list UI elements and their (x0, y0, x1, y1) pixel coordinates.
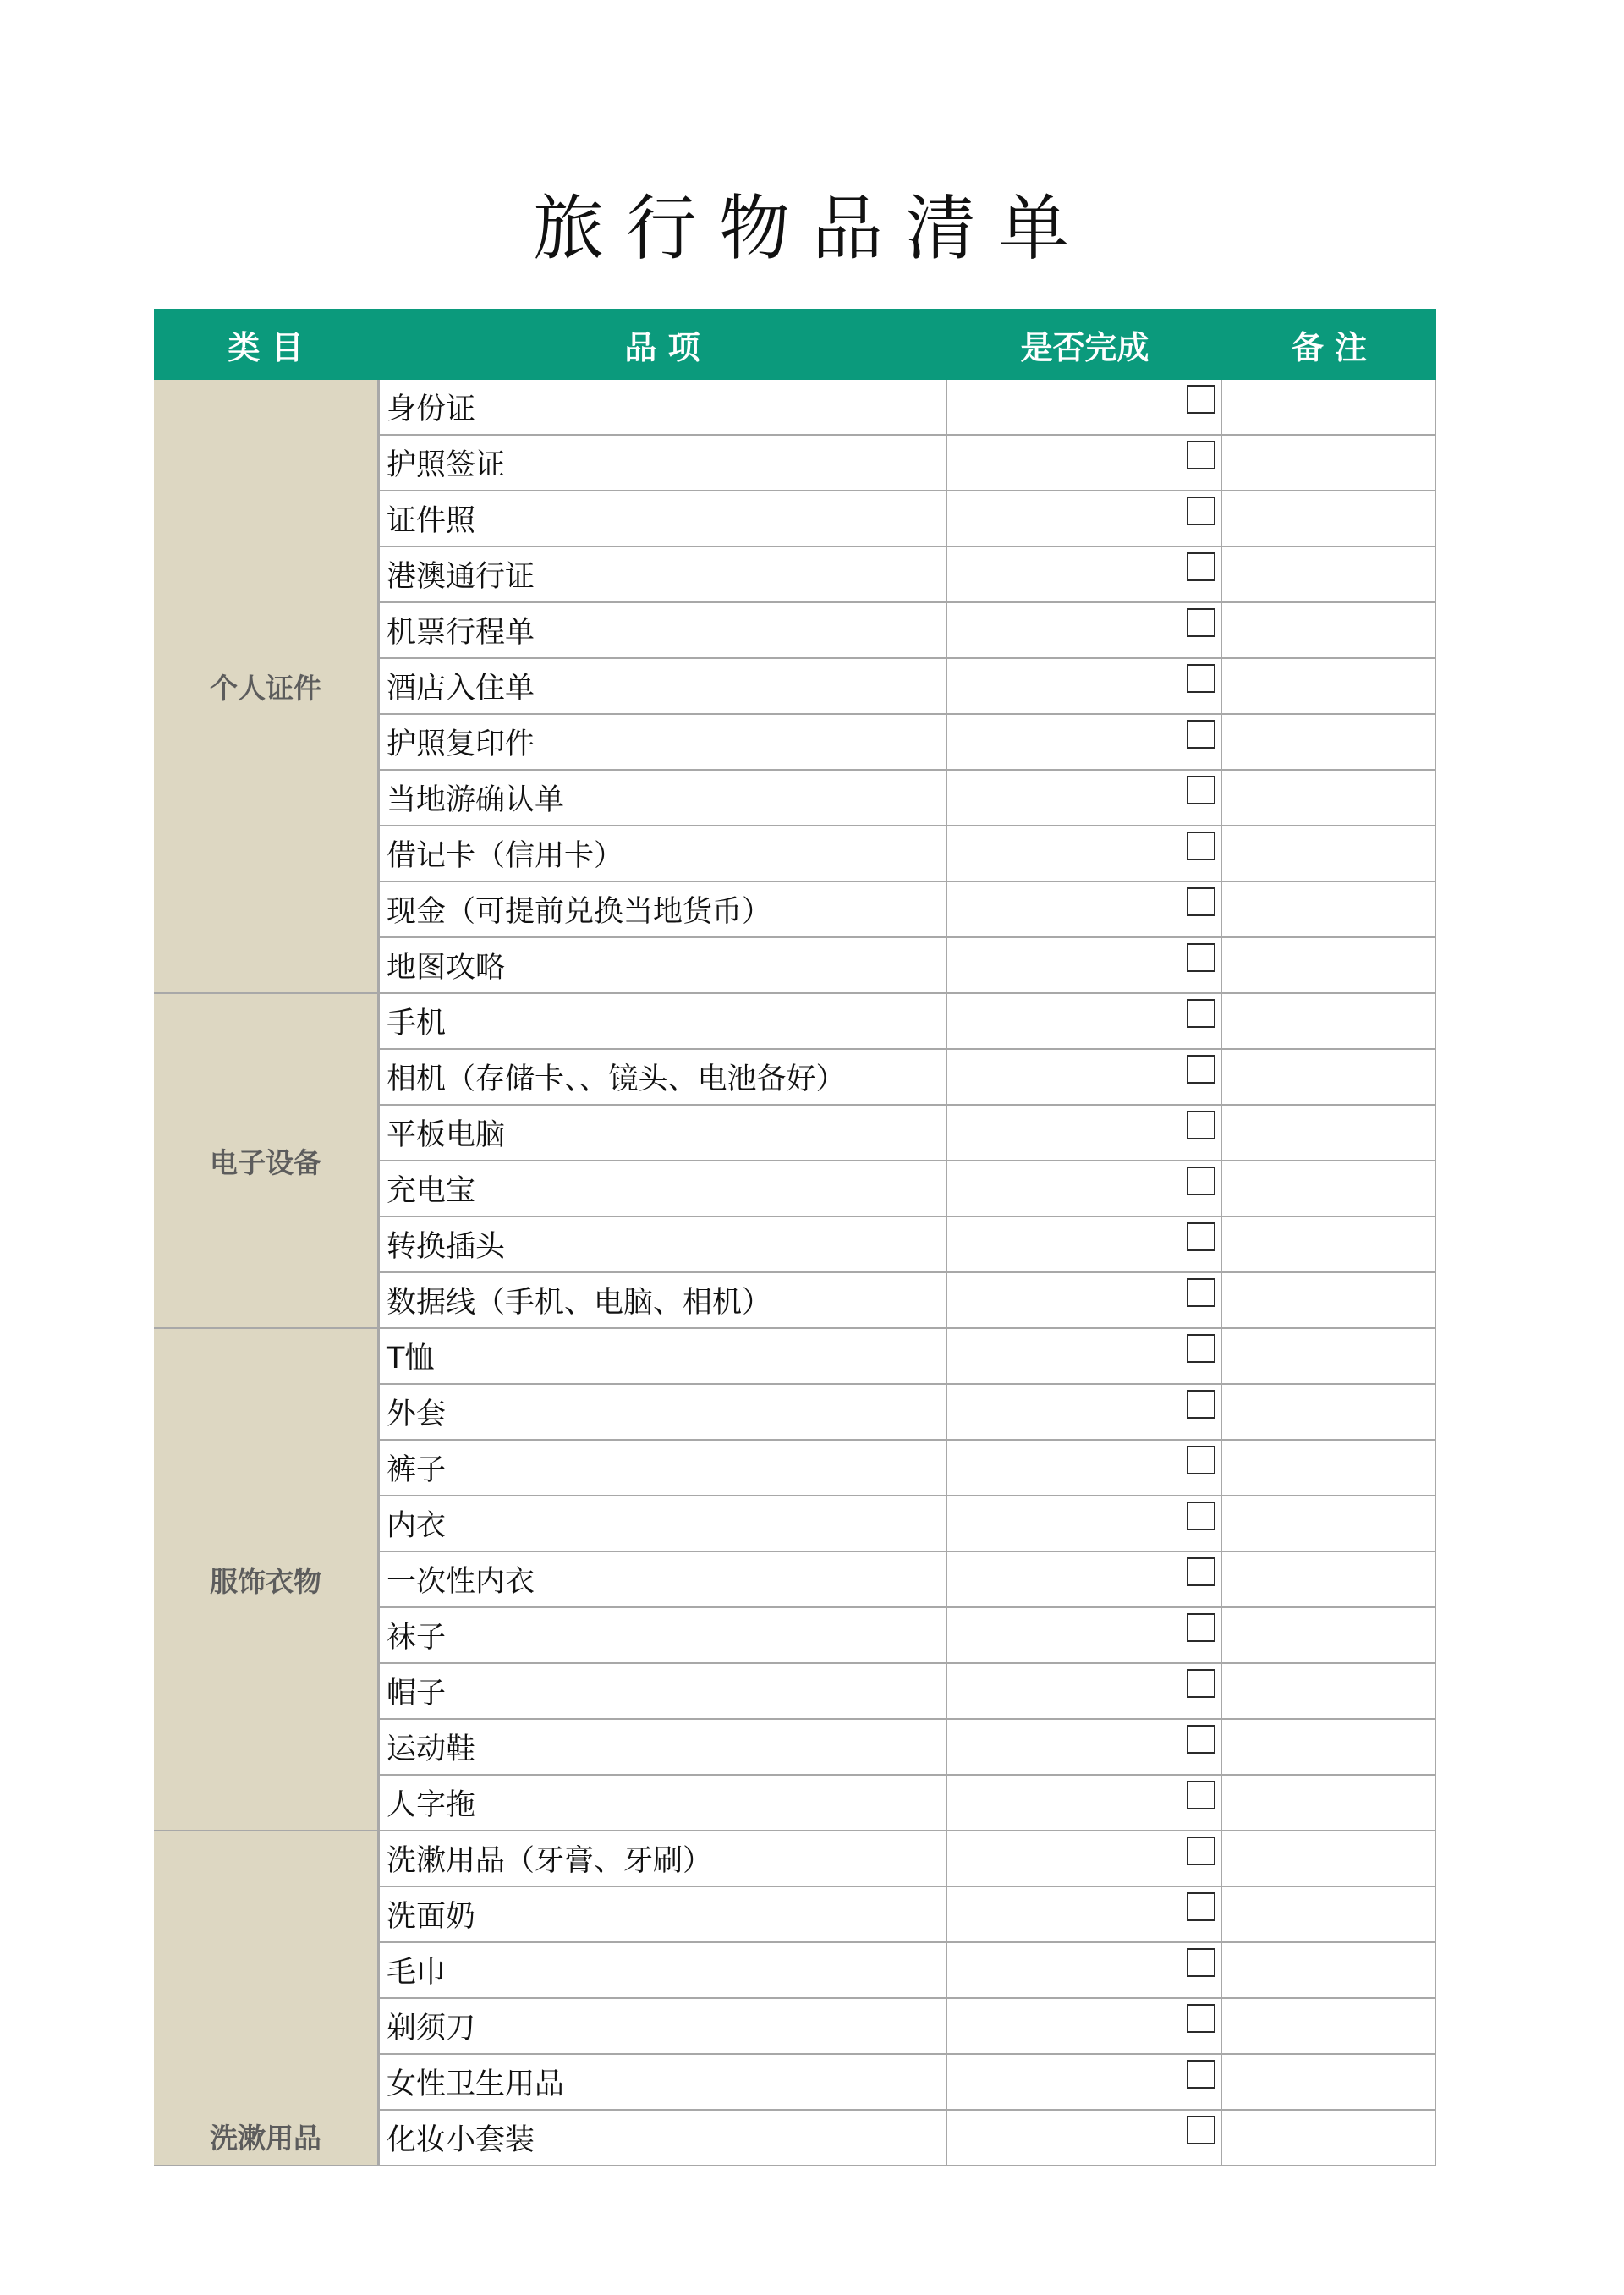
table-row (380, 1999, 1436, 2055)
table-row (380, 2111, 1436, 2165)
note-cell[interactable] (1222, 547, 1436, 601)
header-category: 类 目 (228, 328, 304, 366)
item-rows (377, 1329, 1436, 1830)
done-checkbox[interactable] (1187, 2060, 1215, 2089)
table-row (380, 1608, 1436, 1664)
note-cell[interactable] (1222, 603, 1436, 657)
done-checkbox[interactable] (1187, 1390, 1215, 1419)
header-done: 是否完成 (1020, 328, 1149, 366)
note-cell[interactable] (1222, 1552, 1436, 1606)
table-row (380, 826, 1436, 882)
table-row (380, 1329, 1436, 1385)
note-cell[interactable] (1222, 1273, 1436, 1327)
table-row (380, 547, 1436, 603)
done-checkbox[interactable] (1187, 1948, 1215, 1977)
header-item: 品 项 (624, 328, 700, 366)
item-name: 洗面奶 (380, 1887, 947, 1941)
done-checkbox[interactable] (1187, 1278, 1215, 1307)
note-cell[interactable] (1222, 1831, 1436, 1886)
item-name: 洗漱用品（牙膏、牙刷） (380, 1831, 947, 1886)
header-note: 备 注 (1291, 328, 1368, 366)
category-label: 洗漱用品 (154, 1831, 377, 2165)
done-cell (947, 491, 1222, 546)
item-name: 剃须刀 (380, 1999, 947, 2053)
item-name: 机票行程单 (380, 603, 947, 657)
table-row (380, 1496, 1436, 1552)
note-cell[interactable] (1222, 1217, 1436, 1271)
done-cell (947, 771, 1222, 825)
done-checkbox[interactable] (1187, 2004, 1215, 2033)
item-name: 护照复印件 (380, 715, 947, 769)
note-cell[interactable] (1222, 2111, 1436, 2165)
done-checkbox[interactable] (1187, 776, 1215, 804)
table-row (380, 1161, 1436, 1217)
note-cell[interactable] (1222, 1887, 1436, 1941)
item-name: 证件照 (380, 491, 947, 546)
done-cell (947, 547, 1222, 601)
done-cell (947, 1887, 1222, 1941)
done-cell (947, 1664, 1222, 1718)
done-checkbox[interactable] (1187, 664, 1215, 693)
table-row (380, 1776, 1436, 1830)
table-body (154, 380, 1436, 2166)
done-cell (947, 1217, 1222, 1271)
item-name: 酒店入住单 (380, 659, 947, 713)
done-checkbox[interactable] (1187, 1892, 1215, 1921)
note-cell[interactable] (1222, 771, 1436, 825)
done-checkbox[interactable] (1187, 441, 1215, 469)
category-label: 个人证件 (154, 380, 377, 992)
done-checkbox[interactable] (1187, 999, 1215, 1028)
table-row (380, 1050, 1436, 1106)
table-row (380, 1943, 1436, 1999)
done-cell (947, 1608, 1222, 1662)
note-cell[interactable] (1222, 380, 1436, 434)
item-rows (377, 1831, 1436, 2165)
done-cell (947, 938, 1222, 992)
table-row (380, 882, 1436, 938)
item-name: 当地游确认单 (380, 771, 947, 825)
done-cell (947, 1050, 1222, 1104)
note-cell[interactable] (1222, 1441, 1436, 1495)
note-cell[interactable] (1222, 1608, 1436, 1662)
done-checkbox[interactable] (1187, 2116, 1215, 2144)
note-cell[interactable] (1222, 436, 1436, 490)
item-rows (377, 380, 1436, 992)
item-name: 港澳通行证 (380, 547, 947, 601)
category-group (154, 1831, 1436, 2166)
done-checkbox[interactable] (1187, 1557, 1215, 1586)
note-cell[interactable] (1222, 1720, 1436, 1774)
item-name: 充电宝 (380, 1161, 947, 1216)
note-cell[interactable] (1222, 659, 1436, 713)
item-name: 裤子 (380, 1441, 947, 1495)
done-cell (947, 1943, 1222, 1997)
note-cell[interactable] (1222, 491, 1436, 546)
item-name: 相机（存储卡、、镜头、电池备好） (380, 1050, 947, 1104)
note-cell[interactable] (1222, 826, 1436, 881)
done-checkbox[interactable] (1187, 1334, 1215, 1363)
table-row (380, 715, 1436, 771)
note-cell[interactable] (1222, 938, 1436, 992)
table-row (380, 603, 1436, 659)
category-group (154, 1329, 1436, 1831)
checklist-table (154, 309, 1436, 2166)
done-cell (947, 603, 1222, 657)
done-checkbox[interactable] (1187, 1837, 1215, 1865)
note-cell[interactable] (1222, 1496, 1436, 1551)
note-cell[interactable] (1222, 1664, 1436, 1718)
table-row (380, 938, 1436, 992)
done-cell (947, 715, 1222, 769)
done-checkbox[interactable] (1187, 1222, 1215, 1251)
done-checkbox[interactable] (1187, 1725, 1215, 1754)
table-row (380, 994, 1436, 1050)
done-checkbox[interactable] (1187, 1613, 1215, 1642)
item-name: 转换插头 (380, 1217, 947, 1271)
done-cell (947, 2111, 1222, 2165)
done-cell (947, 1106, 1222, 1160)
done-checkbox[interactable] (1187, 1669, 1215, 1698)
done-cell (947, 1161, 1222, 1216)
note-cell[interactable] (1222, 994, 1436, 1048)
done-checkbox[interactable] (1187, 1502, 1215, 1530)
done-cell (947, 1329, 1222, 1383)
done-cell (947, 659, 1222, 713)
table-row (380, 436, 1436, 491)
item-name: 护照签证 (380, 436, 947, 490)
item-name: 身份证 (380, 380, 947, 434)
done-cell (947, 826, 1222, 881)
table-row (380, 1385, 1436, 1441)
category-group (154, 380, 1436, 994)
table-row (380, 659, 1436, 715)
done-cell (947, 994, 1222, 1048)
done-checkbox[interactable] (1187, 497, 1215, 525)
table-row (380, 380, 1436, 436)
item-name: 人字拖 (380, 1776, 947, 1830)
done-cell (947, 1496, 1222, 1551)
item-name: 手机 (380, 994, 947, 1048)
item-name: 借记卡（信用卡） (380, 826, 947, 881)
done-checkbox[interactable] (1187, 1446, 1215, 1474)
done-checkbox[interactable] (1187, 1781, 1215, 1809)
done-cell (947, 1831, 1222, 1886)
done-cell (947, 1776, 1222, 1830)
category-label: 服饰衣物 (154, 1329, 377, 1830)
note-cell[interactable] (1222, 1943, 1436, 1997)
item-name: 地图攻略 (380, 938, 947, 992)
table-row (380, 491, 1436, 547)
table-row (380, 1552, 1436, 1608)
table-row (380, 771, 1436, 826)
item-rows (377, 994, 1436, 1327)
item-name: 平板电脑 (380, 1106, 947, 1160)
done-cell (947, 882, 1222, 936)
done-checkbox[interactable] (1187, 1167, 1215, 1195)
item-name: T恤 (380, 1329, 947, 1383)
item-name: 数据线（手机、电脑、相机） (380, 1273, 947, 1327)
note-cell[interactable] (1222, 1161, 1436, 1216)
done-cell (947, 1385, 1222, 1439)
note-cell[interactable] (1222, 1106, 1436, 1160)
done-cell (947, 1273, 1222, 1327)
category-label: 电子设备 (154, 994, 377, 1327)
done-cell (947, 1999, 1222, 2053)
done-checkbox[interactable] (1187, 608, 1215, 637)
item-name: 女性卫生用品 (380, 2055, 947, 2109)
done-cell (947, 1720, 1222, 1774)
done-cell (947, 1441, 1222, 1495)
item-name: 毛巾 (380, 1943, 947, 1997)
note-cell[interactable] (1222, 1999, 1436, 2053)
item-name: 袜子 (380, 1608, 947, 1662)
done-cell (947, 380, 1222, 434)
item-name: 帽子 (380, 1664, 947, 1718)
table-row (380, 1887, 1436, 1943)
table-row (380, 1664, 1436, 1720)
done-checkbox[interactable] (1187, 887, 1215, 916)
table-row (380, 1217, 1436, 1273)
item-name: 化妆小套装 (380, 2111, 947, 2165)
table-row (380, 1441, 1436, 1496)
done-checkbox[interactable] (1187, 832, 1215, 860)
note-cell[interactable] (1222, 715, 1436, 769)
category-group (154, 994, 1436, 1329)
note-cell[interactable] (1222, 882, 1436, 936)
note-cell[interactable] (1222, 1050, 1436, 1104)
table-row (380, 2055, 1436, 2111)
done-checkbox[interactable] (1187, 1111, 1215, 1139)
done-checkbox[interactable] (1187, 943, 1215, 972)
table-row (380, 1831, 1436, 1887)
table-row (380, 1106, 1436, 1161)
done-cell (947, 1552, 1222, 1606)
item-name: 一次性内衣 (380, 1552, 947, 1606)
note-cell[interactable] (1222, 1385, 1436, 1439)
note-cell[interactable] (1222, 1329, 1436, 1383)
done-checkbox[interactable] (1187, 552, 1215, 581)
table-row (380, 1720, 1436, 1776)
item-name: 现金（可提前兑换当地货币） (380, 882, 947, 936)
item-name: 外套 (380, 1385, 947, 1439)
done-checkbox[interactable] (1187, 1055, 1215, 1084)
note-cell[interactable] (1222, 2055, 1436, 2109)
item-name: 运动鞋 (380, 1720, 947, 1774)
table-header (154, 309, 1436, 380)
done-checkbox[interactable] (1187, 720, 1215, 749)
table-row (380, 1273, 1436, 1327)
done-checkbox[interactable] (1187, 385, 1215, 414)
done-cell (947, 436, 1222, 490)
done-cell (947, 2055, 1222, 2109)
item-name: 内衣 (380, 1496, 947, 1551)
note-cell[interactable] (1222, 1776, 1436, 1830)
page-title: 旅行物品清单 (532, 187, 1091, 270)
